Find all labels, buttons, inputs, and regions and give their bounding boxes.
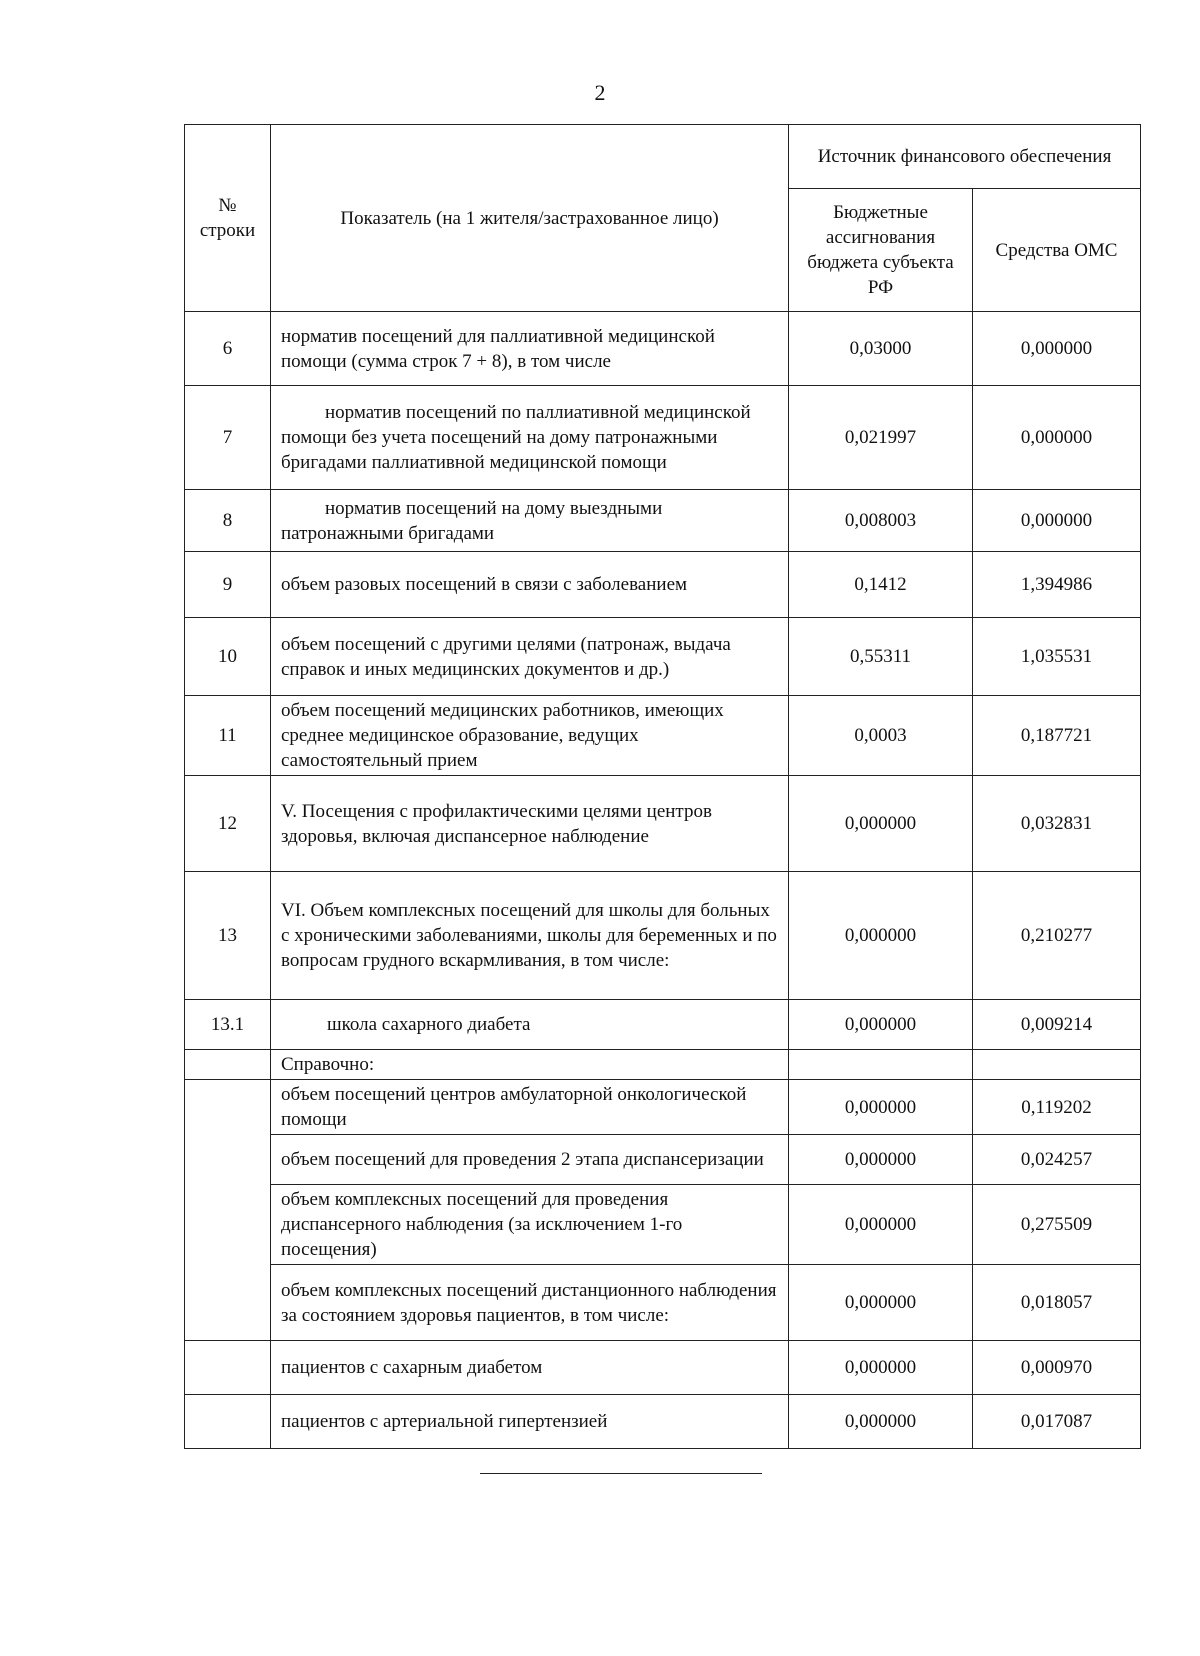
page-number: 2 [594,80,606,105]
table-row [185,386,1141,490]
row-budget-value: 0,03000 [789,312,973,386]
row-indicator: норматив посещений на дому выездными патронажными бригадами [271,490,789,552]
row-indicator: пациентов с артериальной гипертензией [271,1395,789,1449]
row-indicator: объем разовых посещений в связи с заболеванием [271,552,789,618]
row-budget-value: 0,000000 [789,872,973,1000]
row-number: 12 [185,776,271,872]
row-budget-value: 0,0003 [789,696,973,776]
header-budget: Бюджетные ассигнования бюджета субъекта РФ [789,189,973,312]
row-budget-value: 0,000000 [789,1000,973,1050]
row-indicator: объем посещений с другими целями (патронаж, выдача справок и иных медицинских документов и др.) [271,618,789,696]
indicators-table [184,124,1141,1449]
row-oms-value: 0,210277 [973,872,1141,1000]
row-number: 7 [185,386,271,490]
row-budget-value: 0,000000 [789,1265,973,1341]
row-indicator: VI. Объем комплексных посещений для школы для больных с хроническими заболеваниями, школы для беременных и по вопросам грудного вскармливания, в том числе: [271,872,789,1000]
row-budget-value: 0,000000 [789,1080,973,1135]
row-indicator: объем посещений центров амбулаторной онкологической помощи [271,1080,789,1135]
row-budget-value: 0,008003 [789,490,973,552]
row-number: 10 [185,618,271,696]
table-row [185,1185,1141,1265]
table-row [185,1395,1141,1449]
row-budget-value: 0,1412 [789,552,973,618]
row-indicator: норматив посещений по паллиативной медицинской помощи без учета посещений на дому патронажными бригадами паллиативной медицинской помощи [271,386,789,490]
table-row [185,552,1141,618]
row-oms-value: 0,009214 [973,1000,1141,1050]
row-indicator: объем посещений медицинских работников, имеющих среднее медицинское образование, ведущих самостоятельный прием [271,696,789,776]
row-budget-value: 0,55311 [789,618,973,696]
table-row [185,1341,1141,1395]
table-row [185,776,1141,872]
row-number: 13.1 [185,1000,271,1050]
empty-cell [185,1080,271,1341]
row-number: 11 [185,696,271,776]
row-oms-value: 0,000000 [973,386,1141,490]
row-budget-value: 0,000000 [789,1185,973,1265]
empty-cell [185,1395,271,1449]
row-oms-value: 1,394986 [973,552,1141,618]
row-budget-value: 0,000000 [789,1135,973,1185]
empty-cell [185,1341,271,1395]
row-number: 8 [185,490,271,552]
row-oms-value: 0,000000 [973,312,1141,386]
table-row [185,1135,1141,1185]
table-row [185,1080,1141,1135]
table-row [185,312,1141,386]
row-oms-value: 0,017087 [973,1395,1141,1449]
row-number: 13 [185,872,271,1000]
row-indicator: пациентов с сахарным диабетом [271,1341,789,1395]
row-oms-value: 1,035531 [973,618,1141,696]
empty-cell [789,1050,973,1080]
table-row [185,1000,1141,1050]
row-indicator: норматив посещений для паллиативной медицинской помощи (сумма строк 7 + 8), в том числе [271,312,789,386]
table-row [185,696,1141,776]
row-oms-value: 0,275509 [973,1185,1141,1265]
table-row [185,490,1141,552]
row-indicator: объем комплексных посещений дистанционного наблюдения за состоянием здоровья пациентов, в том числе: [271,1265,789,1341]
row-number: 6 [185,312,271,386]
row-oms-value: 0,187721 [973,696,1141,776]
table-row [185,618,1141,696]
row-oms-value: 0,119202 [973,1080,1141,1135]
empty-cell [973,1050,1141,1080]
header-indicator: Показатель (на 1 жителя/застрахованное лицо) [271,125,789,312]
reference-label: Справочно: [271,1050,789,1080]
row-indicator: школа сахарного диабета [271,1000,789,1050]
table-row [185,1265,1141,1341]
empty-cell [185,1050,271,1080]
row-indicator: объем посещений для проведения 2 этапа диспансеризации [271,1135,789,1185]
header-funding-source: Источник финансового обеспечения [789,125,1141,189]
row-oms-value: 0,032831 [973,776,1141,872]
row-budget-value: 0,000000 [789,776,973,872]
row-indicator: V. Посещения с профилактическими целями центров здоровья, включая диспансерное наблюдение [271,776,789,872]
row-budget-value: 0,000000 [789,1341,973,1395]
row-budget-value: 0,021997 [789,386,973,490]
table-row [185,872,1141,1000]
row-number: 9 [185,552,271,618]
row-oms-value: 0,000970 [973,1341,1141,1395]
row-oms-value: 0,000000 [973,490,1141,552]
row-oms-value: 0,018057 [973,1265,1141,1341]
footer-separator-line [480,1473,762,1474]
row-indicator: объем комплексных посещений для проведения диспансерного наблюдения (за исключением 1-го посещения) [271,1185,789,1265]
reference-header-row [185,1050,1141,1080]
header-oms: Средства ОМС [973,189,1141,312]
row-oms-value: 0,024257 [973,1135,1141,1185]
header-row-number: № строки [185,125,271,312]
row-budget-value: 0,000000 [789,1395,973,1449]
